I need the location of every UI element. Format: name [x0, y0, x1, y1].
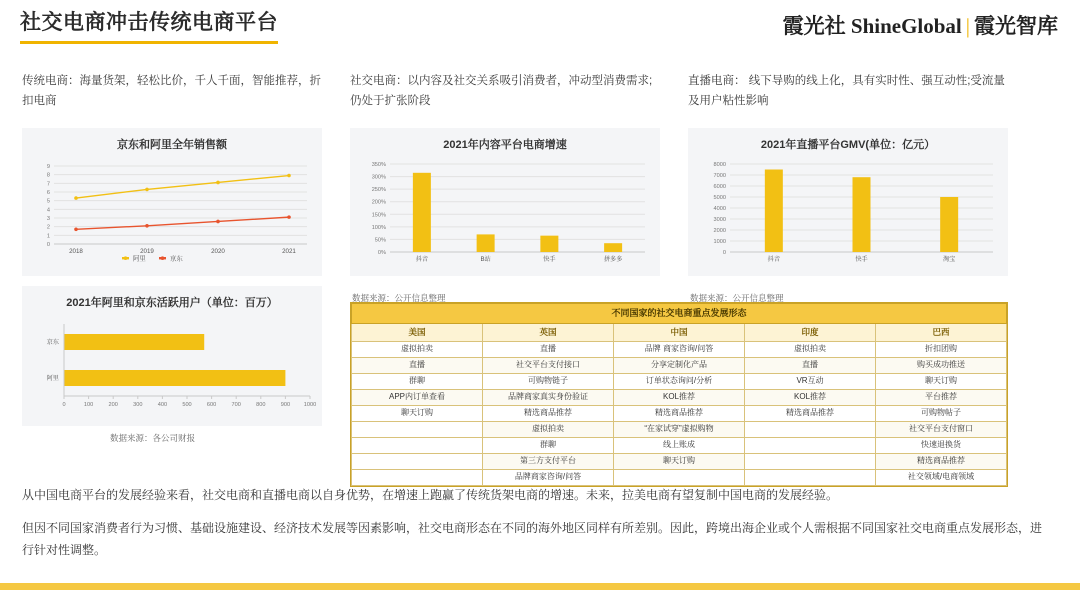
svg-text:7000: 7000: [713, 173, 726, 179]
chart-title-active-users: 2021年阿里和京东活跃用户（单位：百万）: [66, 297, 278, 309]
table-cell: APP内订单查看: [352, 389, 483, 405]
table-cell: 订单状态询问/分析: [614, 373, 745, 389]
svg-text:300: 300: [133, 402, 143, 408]
table-cell: 可购物帖子: [876, 405, 1007, 421]
bar-chart-live-gmv: [688, 152, 1008, 274]
brand-logo: [783, 10, 1058, 40]
svg-text:800: 800: [256, 402, 266, 408]
svg-text:2020: 2020: [211, 248, 225, 255]
table-col-in: 印度: [745, 324, 876, 342]
svg-text:0: 0: [46, 242, 50, 248]
svg-text:快手: 快手: [543, 256, 556, 263]
chart-title-live-gmv: 2021年直播平台GMV(单位：亿元）: [760, 139, 936, 151]
social-commerce-table-wrap: [350, 302, 1008, 487]
chart-title-sales: 京东和阿里全年销售额: [117, 139, 227, 151]
svg-text:350%: 350%: [371, 162, 386, 168]
table-cell: [352, 453, 483, 469]
svg-text:0: 0: [62, 402, 66, 408]
table-cell: 分享定制化产品: [614, 357, 745, 373]
svg-text:京东: 京东: [46, 339, 59, 347]
table-cell: 精选商品推荐: [483, 405, 614, 421]
table-cell: [745, 453, 876, 469]
chart-card-content-growth: [350, 128, 660, 276]
svg-text:抖音: 抖音: [767, 256, 781, 263]
table-cell: VR互动: [745, 373, 876, 389]
source-note-active-users: 数据来源：各公司财报: [110, 433, 196, 443]
brand-left: 霞光社 ShineGlobal: [782, 14, 962, 38]
table-cell: 品牌商家真实身份验证: [483, 389, 614, 405]
table-cell: KOL推荐: [745, 389, 876, 405]
table-row: [352, 405, 1007, 421]
table-row: [352, 389, 1007, 405]
table-col-us: 美国: [352, 324, 483, 342]
svg-text:50%: 50%: [374, 237, 386, 244]
table-cell: 群聊: [483, 437, 614, 453]
svg-text:400: 400: [157, 402, 168, 408]
table-cell: KOL推荐: [614, 389, 745, 405]
svg-text:8000: 8000: [713, 162, 726, 168]
table-cell: 第三方支付平台: [483, 453, 614, 469]
table-cell: 精选商品推荐: [876, 453, 1007, 469]
table-cell: [745, 421, 876, 437]
table-row: [352, 357, 1007, 373]
page-title-wrap: [20, 6, 278, 44]
bar-chart-content-growth: [350, 152, 660, 274]
svg-text:6000: 6000: [713, 184, 726, 190]
summary-paragraph-1: 从中国电商平台的发展经验来看，社交电商和直播电商以自身优势，在增速上跑赢了传统货架电商的增速。未来，拉美电商有望复制中国电商的发展经验。: [22, 488, 839, 502]
chart-card-sales: [22, 128, 322, 276]
table-row: [352, 421, 1007, 437]
table-cell: 快速退换货: [876, 437, 1007, 453]
lead-text-live: 直播电商： 线下导购的线上化，具有实时性、强互动性;受流量及用户粘性影响: [688, 75, 1005, 107]
svg-text:300%: 300%: [371, 174, 386, 181]
svg-text:4: 4: [46, 207, 50, 214]
svg-text:200%: 200%: [371, 199, 386, 206]
footer-accent-bar: [0, 583, 1080, 590]
lead-text-social: 社交电商：以内容及社交关系吸引消费者，冲动型消费需求;仍处于扩张阶段: [350, 75, 653, 107]
svg-text:3000: 3000: [713, 217, 726, 223]
svg-text:5000: 5000: [713, 195, 726, 201]
svg-text:7: 7: [46, 181, 50, 188]
table-cell: [745, 437, 876, 453]
table-cell: 聊天订购: [614, 453, 745, 469]
summary-paragraph-2: 但因不同国家消费者行为习惯、基础设施建设、经济技术发展等因素影响，社交电商形态在不同的海外地区同样有所差别。因此，跨境出海企业或个人需根据不同国家社交电商重点发展形态，进行针对性调整。: [22, 521, 1043, 558]
svg-text:9: 9: [46, 164, 50, 170]
table-cell: [614, 469, 745, 485]
svg-text:100%: 100%: [371, 224, 386, 231]
svg-text:1000: 1000: [713, 239, 726, 245]
svg-text:2019: 2019: [140, 248, 154, 255]
table-col-uk: 英国: [483, 324, 614, 342]
lead-text-traditional: 传统电商：海量货架，轻松比价，千人千面，智能推荐，折扣电商: [22, 75, 321, 107]
table-cell: [745, 469, 876, 485]
svg-text:2: 2: [46, 224, 50, 231]
table-cell: [352, 437, 483, 453]
svg-text:3: 3: [46, 216, 50, 222]
svg-text:快手: 快手: [855, 256, 868, 263]
table-cell: 精选商品推荐: [745, 405, 876, 421]
svg-text:250%: 250%: [371, 187, 386, 194]
svg-text:0: 0: [722, 250, 726, 256]
table-cell: 直播: [352, 357, 483, 373]
table-row: [352, 373, 1007, 389]
table-cell: 社交领域/电商领域: [876, 469, 1007, 485]
svg-text:2000: 2000: [713, 228, 726, 234]
table-cell: 虚拟拍卖: [483, 421, 614, 437]
svg-text:抖音: 抖音: [415, 256, 429, 263]
brand-separator: |: [965, 14, 970, 38]
table-header-row: [352, 324, 1007, 342]
svg-text:阿里: 阿里: [46, 375, 59, 383]
svg-text:4000: 4000: [713, 206, 726, 212]
table-col-cn: 中国: [614, 324, 745, 342]
table-cell: [352, 469, 483, 485]
svg-text:700: 700: [231, 402, 241, 408]
svg-text:600: 600: [206, 402, 217, 408]
table-col-br: 巴西: [876, 324, 1007, 342]
hbar-chart-active-users: [22, 310, 322, 422]
svg-text:拼多多: 拼多多: [603, 256, 623, 263]
chart-card-live-gmv: [688, 128, 1008, 276]
svg-text:6: 6: [46, 190, 50, 196]
table-cell: 聊天订购: [352, 405, 483, 421]
svg-text:5: 5: [46, 198, 50, 205]
table-title-row: [352, 304, 1007, 324]
svg-text:2021: 2021: [282, 248, 296, 255]
table-cell: 聊天订购: [876, 373, 1007, 389]
table-cell: 群聊: [352, 373, 483, 389]
table-cell: 精选商品推荐: [614, 405, 745, 421]
svg-text:100: 100: [83, 402, 94, 408]
table-body: [352, 341, 1007, 485]
svg-text:1: 1: [46, 233, 50, 240]
table-cell: 品牌 商家咨询/问答: [614, 341, 745, 357]
table-cell: 线上账成: [614, 437, 745, 453]
svg-text:阿里: 阿里: [133, 255, 146, 263]
svg-text:900: 900: [280, 402, 291, 408]
svg-text:1000: 1000: [303, 402, 317, 408]
source-note-content-growth: 数据来源：公开信息整理: [352, 293, 446, 303]
table-cell: 购买成功推送: [876, 357, 1007, 373]
svg-text:8: 8: [46, 172, 50, 179]
source-note-live-gmv: 数据来源：公开信息整理: [690, 293, 784, 303]
table-cell: 折扣团购: [876, 341, 1007, 357]
svg-text:500: 500: [182, 402, 192, 408]
table-cell: 社交平台支付窗口: [876, 421, 1007, 437]
svg-text:150%: 150%: [371, 212, 386, 219]
table-cell: 可购物链子: [483, 373, 614, 389]
svg-text:B站: B站: [480, 256, 491, 263]
svg-text:200: 200: [108, 402, 118, 408]
table-cell: 直播: [745, 357, 876, 373]
table-cell: 社交平台支付接口: [483, 357, 614, 373]
svg-text:淘宝: 淘宝: [942, 256, 956, 263]
table-row: [352, 341, 1007, 357]
table-row: [352, 453, 1007, 469]
svg-text:京东: 京东: [170, 255, 183, 263]
table-cell: 虚拟拍卖: [352, 341, 483, 357]
svg-text:0%: 0%: [377, 250, 386, 256]
table-cell: 品牌商家咨询/问答: [483, 469, 614, 485]
table-cell: “在家试穿”虚拟购物: [614, 421, 745, 437]
svg-text:2018: 2018: [69, 248, 83, 255]
social-commerce-table: [351, 303, 1007, 486]
brand-right: 霞光智库: [974, 14, 1058, 38]
line-chart-sales: [22, 152, 322, 272]
table-cell: 虚拟拍卖: [745, 341, 876, 357]
header: [0, 0, 1080, 46]
page-title: 社交电商冲击传统电商平台: [20, 6, 278, 44]
table-cell: 平台推荐: [876, 389, 1007, 405]
table-row: [352, 437, 1007, 453]
table-cell: 直播: [483, 341, 614, 357]
table-row: [352, 469, 1007, 485]
table-cell: [352, 421, 483, 437]
chart-card-active-users: [22, 286, 322, 426]
chart-title-content-growth: 2021年内容平台电商增速: [443, 139, 567, 151]
table-title: 不同国家的社交电商重点发展形态: [352, 304, 1007, 324]
